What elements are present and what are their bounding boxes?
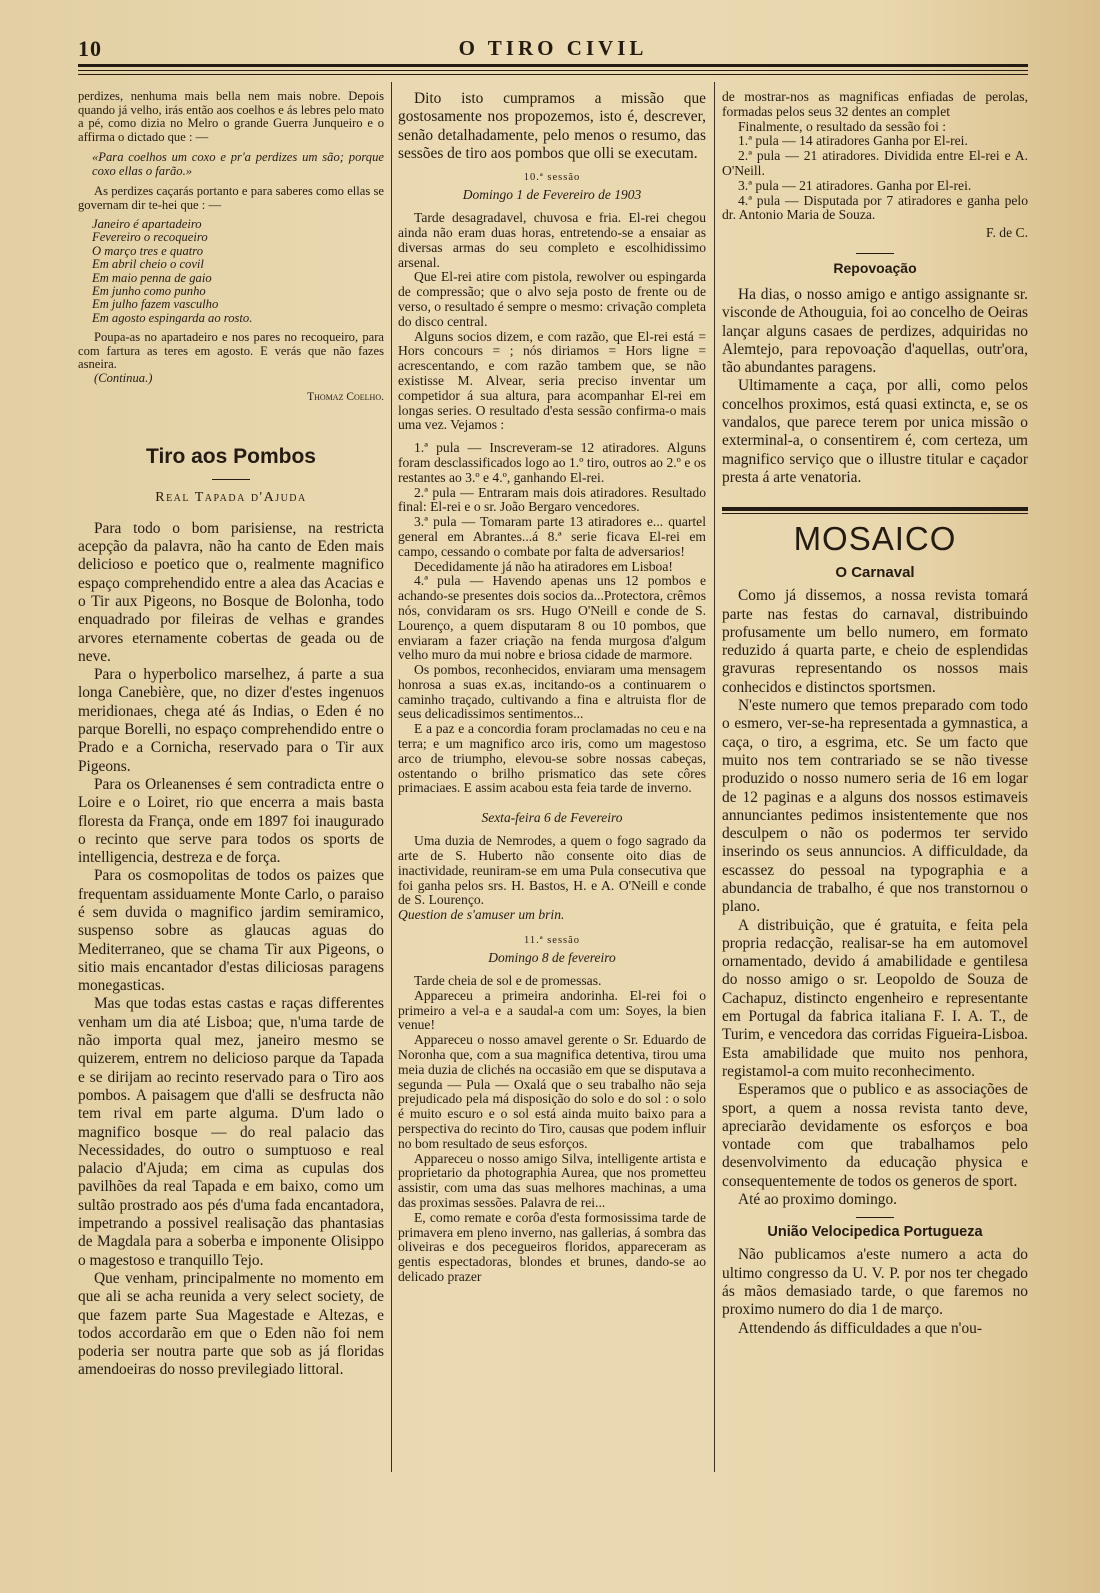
article-paragraph: Como já dissemos, a nossa revista tomará parte nas festas do carnaval, distribuindo profusamente um bello numero, em formato reduzido á quarta parte, e cheio de esplendidas gravuras representando os nossos mais conhecidos e distinctos sportsmen. [722, 587, 1028, 696]
verse-line: Em julho fazem vasculho [92, 297, 219, 312]
header-rule-thick [78, 64, 1028, 67]
mosaico-rule-thin [722, 513, 1028, 514]
article-paragraph: Até ao proximo domingo. [738, 1191, 898, 1209]
session-date: Domingo 1 de Fevereiro de 1903 [462, 187, 642, 203]
article-paragraph: Decedidamente já não ha atiradores em Lisboa! [414, 558, 673, 574]
article-paragraph: Appareceu o nosso amigo Silva, intelligente artista e proprietario da photographia Aurea, que nos prometteu assistir, com uma das suas melhores machinas, a uma das proximas sessões. Palavra de rei... [398, 1150, 706, 1210]
article-paragraph: Os pombos, reconhecidos, enviaram uma mensagem honrosa a suas ex.as, incitando-os a continuarem o caminho traçado, cultivando a fina e altruista flor de seus delicadissimos sentimentos... [398, 662, 706, 722]
article-title-carnaval: O Carnaval [835, 564, 915, 582]
session-heading: 11.ª sessão [523, 935, 581, 947]
verse-line: Em abril cheio o covil [92, 257, 204, 272]
article-paragraph: Para todo o bom parisiense, na restricta acepção da palavra, não ha canto de Eden mais delicioso e poetico que o, realmente magnifico espaço comprehendido entre a alea das Acacias e o Tir aux Pigeons, no Bosque de Bolonha, todo enquadrado por fileiras de velhas e grandes arvores eternamente cobertas de geada ou de neve. [78, 519, 384, 665]
proverb-verse [92, 218, 384, 325]
pula-result: 4.ª pula — Havendo apenas uns 12 pombos e achando-se presentes dois socios da...Protectora, crêmos nós, convidaram os srs. Hugo O'Neill e conde de S. Lourenço, a quem disputaram 8 ou 10 pombos, que enviaram a fazer criação na fenda murgosa d'algum velho muro da mui nobre e briosa cidade de marmore. [398, 573, 706, 663]
verse-line: Em agosto espingarda ao rosto. [92, 310, 253, 325]
article-text: de mostrar-nos as magnificas enfiadas de perolas, formadas pelos seus 32 dentes an complet [722, 90, 1028, 119]
article-paragraph: N'este numero que temos preparado com todo o esmero, ver-se-ha representada a gymnastica, a caça, o tiro, a esgrima, etc. Se um facto que muito nos tem contrariado se se não tivesse produzido o nosso numero seria de 16 em logar de 12 paginas e a alguns dos nossos estimaveis annunciantes pedimos insistentemente que nos desculpem o não os podermos ter servido inserindo os seus annuncios. A difficuldade, da escassez do pessoal na typographia e a abundancia de trabalho, é que nos transtornou o plano. [722, 697, 1028, 916]
article-text: As perdizes caçarás portanto e para saberes como ellas se governam dir te-hei que : — [78, 184, 384, 212]
quote-line: Question de s'amuser um brin. [398, 907, 565, 923]
article-paragraph: Para os Orleanenses é sem contradicta entre o Loire e o Loiret, rio que encerra a mais basta floresta da França, onde em 1897 foi inaugurado o recinto que serve para todos os sports de intelligencia, destreza e de força. [78, 775, 384, 867]
publication-title: O TIRO CIVIL [458, 36, 648, 60]
article-paragraph: A distribuição, que é gratuita, e feita pela propria redacção, realisar-se ha em automovel ornamentado, devido á amabilidade e gentilesa do nosso amigo o sr. Leopoldo de Souza de Cachapuz, distincto engenheiro e representante em Portugal da fabrica italiana F. I. A. T., de Turim, e vencedora das corridas Figueira-Lisboa. Esta amabilidade que muito nos penhora, registamol-a com muito reconhecimento. [722, 916, 1028, 1080]
article-paragraph: Attendendo ás difficuldades a que n'ou- [738, 1319, 982, 1337]
article-paragraph: Para o hyperbolico marselhez, á parte a sua longa Canebière, que, no dizer d'estes ingenuos meridionaes, chega até ás Indias, o Eden é no parque Borelli, no espaço comprehendido entre o Prado e a Cornicha, reservado para o Tir aux Pigeons. [78, 666, 384, 775]
verse-line: Janeiro é apartadeiro [92, 217, 202, 231]
article-paragraph: Ultimamente a caça, por alli, como pelos concelhos proximos, está quasi extincta, e, se os vandalos, que parece terem por unica missão o exterminal-a, o consentirem é, com certeza, um magnifico serviço que o illustre titular e caçador presta á arte venatoria. [722, 377, 1028, 486]
article-paragraph: Dito isto cumpramos a missão que gostosamente nos propozemos, isto é, descrever, senão detalhadamente, pelo menos o resumo, das sessões de tiro aos pombos que olli se executam. [398, 90, 706, 162]
page-header [78, 36, 1028, 62]
author-signature: F. de C. [986, 225, 1028, 241]
section-title-mosaico: MOSAICO [793, 520, 957, 558]
verse-line: Fevereiro o recoqueiro [92, 230, 208, 245]
title-rule [212, 479, 250, 480]
article-paragraph: E a paz e a concordia foram proclamadas no ceu e na terra; e um magnifico arco iris, como um magestoso arco de triumpho, elevou-se sobre nossas cabeças, ostentando o brilho prismatico das sete côres primaciaes. E assim acabou esta feia tarde de inverno. [398, 721, 706, 796]
verse-line: O março tres e quatro [92, 243, 204, 258]
section-rule [856, 253, 894, 254]
session-date: Sexta-feira 6 de Fevereiro [481, 810, 623, 826]
article-paragraph: Para os cosmopolitas de todos os paizes que frequentam assiduamente Monte Carlo, o paraiso é sem duvida o magnifico jardim semiramico, suspenso sobre as glaucas aguas do Mediterraneo, que se chama Tir aux Pigeons, o sitio mais encantador d'estas diliciosas paragens monegasticas. [78, 867, 384, 995]
article-paragraph: Que venham, principalmente no momento em que ali se acha reunida a very select society, de que fazem parte Sua Magestade e Altezas, e todos accordarão em que o Eden não foi nem poderia ser noutra parte que sob as já floridas amendoeiras do nosso previlegiado littoral. [78, 1269, 384, 1379]
header-rule-thin-2 [78, 74, 1028, 75]
article-paragraph: Uma duzia de Nemrodes, a quem o fogo sagrado da arte de S. Huberto não consente oito dias de inactividade, reuniram-se em uma Pula consecutiva que foi ganha pelos srs. H. Bastos, H. e A. O'Neill e conde de S. Lourenço. [398, 833, 706, 908]
pula-result: 2.ª pula — Entraram mais dois atiradores. Resultado final: El-rei e o sr. João Bergaro vencedores. [398, 484, 706, 515]
article-paragraph: Alguns socios dizem, e com razão, que El-rei está = Hors concours = ; nós diriamos = Hors ligne = acrescentando, e com razão tambem que, se não existisse M. Alvear, seria preciso inventar um competidor á sua altura, para acompanhar El-rei em longas series. O resultado d'esta sessão confirma-o mais uma vez. Vejamos : [398, 328, 706, 433]
header-rule-thin-1 [78, 70, 1028, 71]
article-paragraph: Não publicamos a'este numero a acta do ultimo congresso da U. V. P. por nos ter chegado ás mãos demasiado tarde, o que faremos no proximo numero do dia 1 de março. [722, 1246, 1028, 1319]
column-2 [398, 90, 706, 1470]
column-divider-1 [391, 82, 392, 1472]
article-paragraph: Tarde cheia de sol e de promessas. [414, 973, 602, 989]
article-paragraph: Ha dias, o nosso amigo e antigo assignante sr. visconde de Athouguia, foi ao concelho de Oeiras lançar alguns casaes de perdizes, adquiridas no Alemtejo, para repovoação d'aquellas, outr'ora, tão abundantes paragens. [722, 285, 1028, 377]
article-paragraph: E, como remate e corôa d'esta formosissima tarde de primavera em pleno inverno, nas gallerias, á sombra das oliveiras e dos pecegueiros floridos, appareceram as gentis espectadoras, blondes et brunes, dando-se ao delicado prazer [398, 1209, 706, 1284]
article-paragraph: Que El-rei atire com pistola, rewolver ou espingarda de compressão; que o alvo seja posto de frente ou de verso, o resultado é sempre o mesmo: crivação completa do disco central. [398, 269, 706, 329]
article-text: Poupa-as no apartadeiro e nos pares no recoqueiro, para com fartura as teres em agosto. E verás que não fazes asneira. [78, 330, 384, 372]
verse-line: Em junho como punho [92, 284, 206, 299]
article-text: Finalmente, o resultado da sessão foi : [738, 118, 947, 134]
article-paragraph: Esperamos que o publico e as associações de sport, a quem a nossa revista tanto deve, apreciarão devidamente os esforços e boa vontade com que trabalhamos pelo desenvolvimento da educação physica e consequentemente de todos os generos de sport. [722, 1081, 1028, 1190]
article-paragraph: Tarde desagradavel, chuvosa e fria. El-rei chegou ainda não eram duas horas, entretendo-se a ensaiar as diversas armas do seu completo e escolhidissimo arsenal. [398, 210, 706, 270]
pula-result: 4.ª pula — Disputada por 7 atiradores e ganha pelo dr. Antonio Maria de Souza. [722, 192, 1028, 223]
pula-result: 1.ª pula — Inscreveram-se 12 atiradores. Alguns foram desclassificados logo ao 1.º tiro, outros ao 2.º e os restantes ao 3.º e 4.º, ganhando El-rei. [398, 440, 706, 485]
verse-line: Em maio penna de gaio [92, 270, 212, 285]
session-date: Domingo 8 de fevereiro [488, 950, 616, 966]
pula-result: 1.ª pula — 14 atiradores Ganha por El-rei. [738, 133, 968, 149]
column-1 [78, 90, 384, 1470]
pula-result: 3.ª pula — Tomaram parte 13 atiradores e... quartel general em Abrantes...á 8.ª serie ficava El-rei em campo, cessando o combate por falta de adversarios! [398, 514, 706, 559]
mosaico-rule-thick [722, 507, 1028, 511]
pula-result: 3.ª pula — 21 atiradores. Ganha por El-rei. [738, 177, 972, 193]
article-subtitle: Real Tapada d'Ajuda [155, 489, 307, 505]
author-signature: Thomaz Coelho. [307, 391, 384, 404]
article-title-uniao-velocipedica: União Velocipedica Portugueza [767, 1224, 983, 1241]
article-title-tiro-aos-pombos: Tiro aos Pombos [146, 444, 316, 468]
proverb-quote: «Para coelhos um coxo e pr'a perdizes um são; porque coxo ellas o farão.» [92, 150, 384, 178]
column-divider-2 [714, 82, 715, 1472]
article-paragraph: Mas que todas estas castas e raças differentes venham um dia até Lisboa; que, n'uma tarde de não importa qual mez, janeiro mesmo se quizerem, entrem no delicioso parque da Tapada e se dirijam ao recinto reservado para o Tiro aos pombos. A paisagem que d'alli se desfructa não tem rival em parte alguma. D'um lado o magnifico bosque — do real palacio das Necessidades, do outro o sumptuoso e real palacio d'Ajuda; em cima as cupulas dos pavilhões da real Tapada e em baixo, como um sultão prostrado aos pés d'uma fada encantadora, impetrando a possivel realisação das phantasias de Magdala para a soberba e imponente Olisippo o magestoso e tranquillo Tejo. [78, 995, 384, 1269]
column-3 [722, 90, 1028, 1470]
page-number: 10 [78, 36, 102, 61]
pula-result: 2.ª pula — 21 atiradores. Dividida entre El-rei e A. O'Neill. [722, 148, 1028, 178]
article-paragraph: Appareceu o nosso amavel gerente o Sr. Eduardo de Noronha que, com a sua magnifica detentiva, tirou uma meia duzia de clichés na occasião em que se disputava a segunda — Pula — Oxalá que o seu trabalho não seja prejudicado pela má disposição do solo e do sol : o solo é muito escuro e o sol está ainda muito baixo para a perspectiva do recinto do Tiro, causas que podem influir no bom resultado de seus esforços. [398, 1032, 706, 1151]
session-heading: 10.ª sessão [523, 172, 581, 184]
article-title-repovoacao: Repovoação [833, 259, 917, 276]
continued-note: (Continua.) [94, 370, 153, 385]
section-rule [856, 1217, 894, 1218]
article-text: perdizes, nenhuma mais bella nem mais nobre. Depois quando já velho, irás então aos coelhos e ás lebres pelo mato a pé, como dizia no Melro o grande Guerra Junqueiro e o affirma o dictado que : — [78, 90, 384, 144]
article-paragraph: Appareceu a primeira andorinha. El-rei foi o primeiro a vel-a e a saudal-a com um: Soyes, la bien venue! [398, 987, 706, 1033]
